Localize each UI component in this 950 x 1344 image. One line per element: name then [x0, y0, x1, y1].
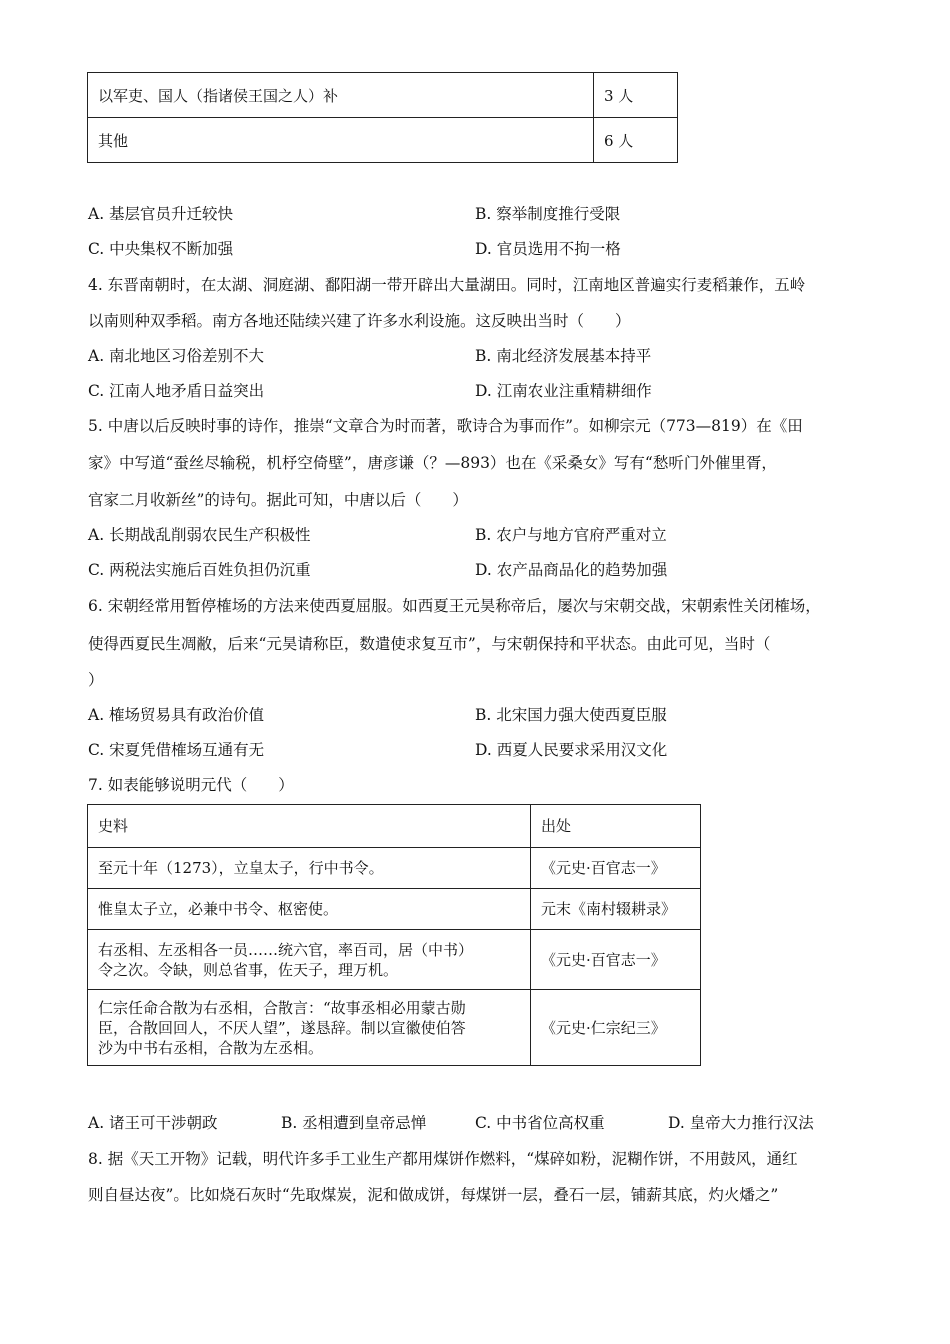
q8-stem-line: 8. 据《天工开物》记载，明代许多手工业生产都用煤饼作燃料，“煤碎如粉，泥糊作饼，不用鼓风，通红 — [88, 1150, 798, 1168]
source-cell: 至元十年（1273），立皇太子，行中书令。 — [88, 848, 531, 889]
table-cell: 6 人 — [594, 118, 678, 163]
citation-cell: 元末《南村辍耕录》 — [531, 889, 701, 930]
source-cell: 右丞相、左丞相各一员……统六官，率百司，居（中书） 令之次。令缺，则总省事，佐天子，理万机。 — [88, 930, 531, 990]
table-row — [88, 118, 678, 163]
q5-stem-line: 官家二月收新丝”的诗句。据此可知，中唐以后（ ） — [88, 491, 468, 509]
option-a[interactable]: A. 诸王可干涉朝政 — [88, 1114, 218, 1132]
option-c[interactable]: C. 宋夏凭借榷场互通有无 — [88, 741, 265, 759]
table-row — [88, 990, 701, 1066]
table-row — [88, 930, 701, 990]
q8-stem-line: 则自昼达夜”。比如烧石灰时“先取煤炭，泥和做成饼，每煤饼一层，叠石一层，铺薪其底，灼火燔之” — [88, 1186, 779, 1204]
table-cell: 以军吏、国人（指诸侯王国之人）补 — [88, 73, 594, 118]
q6-stem-line: 使得西夏民生凋敝，后来“元昊请称臣，数遣使求复互市”，与宋朝保持和平状态。由此可见，当时（ — [88, 635, 771, 653]
source-cell: 仁宗任命合散为右丞相，合散言：“故事丞相必用蒙古勋 臣，合散回回人，不厌人望”，遂恳辞。制以宣徽使伯答 沙为中书右丞相，合散为左丞相。 — [88, 990, 531, 1066]
option-d[interactable]: D. 皇帝大力推行汉法 — [668, 1114, 814, 1132]
table-cell: 其他 — [88, 118, 594, 163]
option-b[interactable]: B. 北宋国力强大使西夏臣服 — [475, 706, 667, 724]
option-b[interactable]: B. 察举制度推行受限 — [475, 205, 621, 223]
yuan-source-table — [87, 804, 701, 1066]
option-a[interactable]: A. 长期战乱削弱农民生产积极性 — [88, 526, 311, 544]
q4-stem-line: 以南则种双季稻。南方各地还陆续兴建了许多水利设施。这反映出当时（ ） — [88, 312, 631, 330]
option-d[interactable]: D. 西夏人民要求采用汉文化 — [475, 741, 668, 759]
citation-cell: 《元史·百官志一》 — [531, 848, 701, 889]
option-a[interactable]: A. 南北地区习俗差别不大 — [88, 347, 265, 365]
option-a[interactable]: A. 基层官员升迁较快 — [88, 205, 234, 223]
q6-stem-line: 6. 宋朝经常用暂停榷场的方法来使西夏屈服。如西夏王元昊称帝后，屡次与宋朝交战，宋朝索性关闭榷场， — [88, 597, 821, 615]
option-c[interactable]: C. 江南人地矛盾日益突出 — [88, 382, 265, 400]
option-d[interactable]: D. 江南农业注重精耕细作 — [475, 382, 652, 400]
option-d[interactable]: D. 农产品商品化的趋势加强 — [475, 561, 668, 579]
option-c[interactable]: C. 中书省位高权重 — [475, 1114, 605, 1132]
option-b[interactable]: B. 南北经济发展基本持平 — [475, 347, 652, 365]
option-c[interactable]: C. 中央集权不断加强 — [88, 240, 234, 258]
q7-stem: 7. 如表能够说明元代（ ） — [88, 776, 294, 794]
q5-stem-line: 家》中写道“蚕丝尽输税，机杼空倚壁”，唐彦谦（？—893）也在《采桑女》写有“愁听门外催里胥， — [88, 454, 777, 472]
table-row — [88, 889, 701, 930]
source-cell: 惟皇太子立，必兼中书令、枢密使。 — [88, 889, 531, 930]
q6-stem-line: ） — [88, 671, 104, 689]
q4-stem-line: 4. 东晋南朝时，在太湖、洞庭湖、鄱阳湖一带开辟出大量湖田。同时，江南地区普遍实行麦稻兼作，五岭 — [88, 276, 806, 294]
option-d[interactable]: D. 官员选用不拘一格 — [475, 240, 621, 258]
table-row — [88, 73, 678, 118]
table-row — [88, 848, 701, 889]
table-header-row — [88, 805, 701, 848]
citation-cell: 《元史·仁宗纪三》 — [531, 990, 701, 1066]
option-b[interactable]: B. 农户与地方官府严重对立 — [475, 526, 667, 544]
q5-stem-line: 5. 中唐以后反映时事的诗作，推崇“文章合为时而著，歌诗合为事而作”。如柳宗元（773—819）在《田 — [88, 417, 803, 435]
official-source-table — [87, 72, 678, 163]
citation-cell: 《元史·百官志一》 — [531, 930, 701, 990]
option-b[interactable]: B. 丞相遭到皇帝忌惮 — [281, 1114, 427, 1132]
option-c[interactable]: C. 两税法实施后百姓负担仍沉重 — [88, 561, 311, 579]
header-cell: 出处 — [531, 805, 701, 848]
table-cell: 3 人 — [594, 73, 678, 118]
header-cell: 史料 — [88, 805, 531, 848]
option-a[interactable]: A. 榷场贸易具有政治价值 — [88, 706, 265, 724]
